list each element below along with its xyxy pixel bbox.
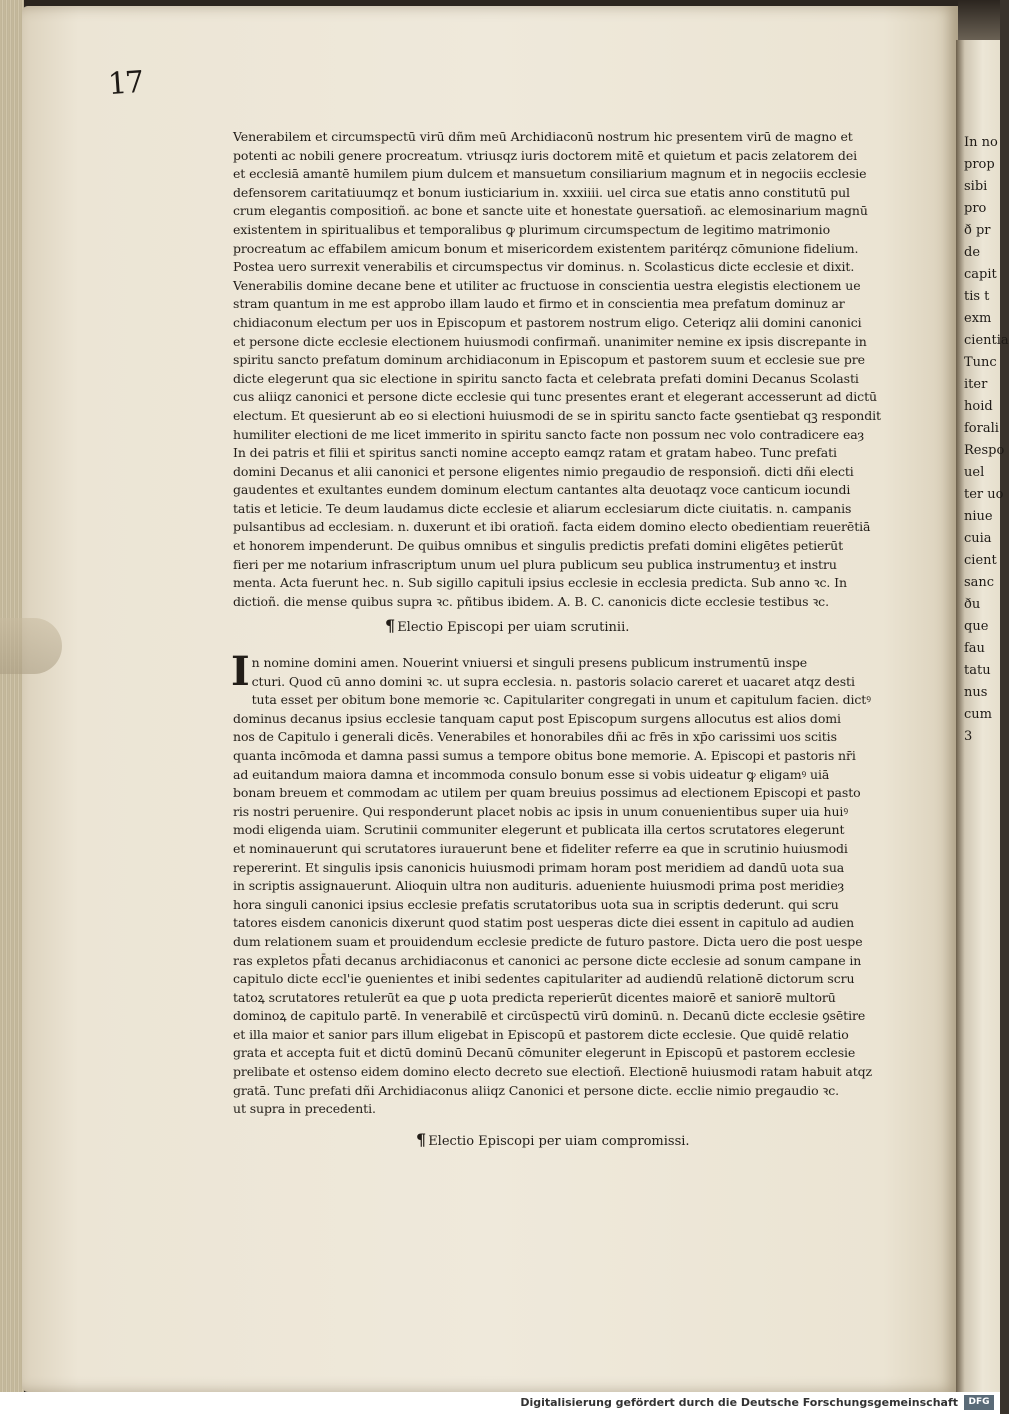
text-line: ras expletos pf̄ati decanus archidiaconus et canonici ac persone dicte ecclesie ad sonum campane in (233, 952, 862, 968)
book-clasp (0, 618, 62, 674)
text-line: capitulo dicte eccl'ie ꝯuenientes et inibi sedentes capitulariter ad audiendū relationē dictorum scru (233, 971, 855, 987)
text-line: pulsantibus ad ecclesiam. n. duxerunt et ibi oratioñ. facta eidem domino electo obedientiam reuerētiā (233, 519, 871, 535)
heading-text: Electio Episcopi per uiam compromissi. (428, 1134, 690, 1149)
dfg-logo: DFG (964, 1395, 994, 1410)
text-line: et persone dicte ecclesie electionem huiusmodi confirmañ. unanimiter nemine ex ipsis discrepante in (233, 333, 867, 349)
section-heading-scrutinii (385, 616, 629, 635)
text-line: Venerabilem et circumspectū virū dñm meū Archidiaconū nostrum hic presentem virū de magno et (233, 129, 853, 144)
footer-bar (0, 1392, 1000, 1414)
text-line: et honorem impenderunt. De quibus omnibus et singulis predictis prefati domini eligētes petierūt (233, 538, 844, 554)
facing-page-fragment: cum (964, 707, 992, 722)
text-line: cturi. Quod cū anno domini ꝛc. ut supra ecclesia. n. pastoris solacio careret et uacaret atqz desti (251, 673, 855, 689)
text-line: ad euitandum maiora damna et incommoda consulo bonum esse si vobis uideatur ꝙ eligamꝰ uiā (233, 766, 830, 782)
text-line: procreatum ac effabilem amicum bonum et misericordem existentem paritérqz cōmunione fidelium. (233, 240, 859, 256)
text-line: In dei patris et filii et spiritus sancti nomine accepto eamqz ratam et gratam habeo. Tunc prefati (233, 445, 837, 461)
text-line: fieri per me notarium infrascriptum unum uel plura publicum seu publica instrumentuȝ et instru (233, 556, 837, 572)
folio-number: 17 (106, 64, 144, 103)
text-block-2 (231, 648, 873, 1119)
text-line: tatis et leticie. Te deum laudamus dicte ecclesie et aliarum ecclesiarum dicte ciuitatis. n. campanis (233, 500, 852, 516)
text-line: stram quantum in me est approbo illam laudo et firmo et in conscientia mea prefatum dominuz ar (233, 296, 845, 312)
text-line: defensorem caritatiuumqz et bonum iusticiarium in. xxxiiii. uel circa sue etatis anno constitutū pul (233, 184, 850, 200)
text-line: dicte elegerunt qua sic electione in spiritu sancto facta et celebrata prefati domini Decanus Scolasti (233, 370, 859, 386)
facing-page-fragment: cuia (964, 531, 992, 546)
facing-page-fragment: sibi (964, 179, 988, 194)
text-line: spiritu sancto prefatum dominum archidiaconum in Episcopum et pastorem suum et ecclesie sue pre (233, 352, 865, 368)
facing-page-fragment: cientia (964, 333, 1009, 348)
text-line: Venerabilis domine decane bene et utiliter ac fructuose in conscientia uestra elegistis electionem ue (233, 277, 861, 293)
text-line: ris nostri peruenire. Qui responderunt placet nobis ac ipsis in unum conuenientibus super uia huiꝰ (233, 803, 849, 819)
facing-page-fragment: In no (964, 135, 998, 150)
facing-page-fragment: fau (964, 641, 985, 656)
facing-page-fragment: tatu (964, 663, 991, 678)
facing-page-fragment: hoid (964, 399, 993, 414)
facing-page-fragment: pro (964, 201, 987, 216)
text-line: in scriptis assignauerunt. Alioquin ultra non audituris. adueniente huiusmodi prima post meridieȝ (233, 878, 845, 894)
page-edges-left (0, 0, 24, 1392)
section-heading-compromissi (416, 1130, 690, 1149)
facing-page-fragment: nus (964, 685, 988, 700)
text-line: dominus decanus ipsius ecclesie tanquam caput post Episcopum surgens allocutus est alios domi (233, 710, 841, 726)
text-line: grata et accepta fuit et dictū dominū Decanū cōmuniter elegerunt in Episcopū et pastorem ecclesie (233, 1045, 856, 1061)
facing-page-fragment: forali (964, 421, 999, 436)
text-line: n nomine domini amen. Nouerint vniuersi et singuli presens publicum instrumentū inspe (251, 655, 808, 670)
text-line: tatores eisdem canonicis dixerunt quod statim post uesperas dicte diei essent in capitulo ad audien (233, 915, 855, 931)
text-line: hora singuli canonici ipsius ecclesie prefatis scrutatoribus uota sua in scriptis dederunt. qui scru (233, 896, 839, 912)
text-line: et ecclesiā amantē humilem pium dulcem et mansuetum consiliarium magnum et in negociis ecclesie (233, 166, 867, 182)
text-block-1 (233, 128, 881, 611)
text-line: bonam breuem et commodam ac utilem per quam breuius possimus ad electionem Episcopi et pasto (233, 785, 861, 801)
facing-page-fragment: tis t (964, 289, 990, 304)
facing-page-fragment: Respo (964, 443, 1005, 458)
facing-page-fragment: que (964, 619, 989, 634)
facing-page-fragment: sanc (964, 575, 995, 590)
facing-page-text (964, 132, 1009, 748)
text-line: tatoꝝ scrutatores retulerūt ea que ꝑ uota predicta reperierūt dicentes maiorē et saniorē multorū (233, 989, 836, 1005)
facing-page-fragment: 3 (964, 729, 973, 744)
text-line: dictioñ. die mense quibus supra ꝛc. pñtibus ibidem. A. B. C. canonicis dicte ecclesie testibus ꝛc. (233, 593, 829, 609)
text-line: menta. Acta fuerunt hec. n. Sub sigillo capituli ipsius ecclesie in ecclesia predicta. Sub anno ꝛc. In (233, 575, 847, 591)
facing-page-fragment: prop (964, 157, 995, 172)
pilcrow-icon: ¶ (385, 616, 396, 635)
text-line: gaudentes et exultantes eundem dominum electum cantantes alta deuotaqz voce canticum iocundi (233, 482, 851, 498)
text-line: domini Decanus et alii canonici et persone eligentes nimio pregaudio de responsioñ. dicti dñi electi (233, 463, 854, 479)
text-line: et nominauerunt qui scrutatores iurauerunt bene et fideliter referre ea que in scrutinio huiusmodi (233, 840, 848, 856)
text-line: quanta incōmoda et damna passi sumus a tempore obitus bone memorie. A. Episcopi et pastoris nr̄i (233, 747, 856, 763)
text-line: tuta esset per obitum bone memorie ꝛc. Capitulariter congregati in unum et capitulum facien. dictꝰ (251, 692, 871, 708)
pilcrow-icon: ¶ (416, 1130, 427, 1149)
text-line: existentem in spiritualibus et temporalibus ꝙ plurimum circumspectum de legitimo matrimonio (233, 221, 831, 237)
facing-page-fragment: capit (964, 267, 997, 282)
text-line: Postea uero surrexit venerabilis et circumspectus vir dominus. n. Scolasticus dicte ecclesie et dixit. (233, 259, 855, 275)
facing-page-fragment: de (964, 245, 981, 260)
text-line: potenti ac nobili genere procreatum. vtriusqz iuris doctorem mitē et quietum et pacis zelatorem dei (233, 147, 858, 163)
initial-letter: I (231, 648, 250, 695)
facing-page-fragment: ð pr (964, 223, 991, 238)
text-line: repererint. Et singulis ipsis canonicis huiusmodi primam horam post meridiem ad dandū uota sua (233, 859, 845, 875)
text-line: modi eligenda uiam. Scrutinii communiter elegerunt et publicata illa certos scrutatores elegerunt (233, 822, 845, 838)
text-line: cus aliiqz canonici et persone dicte ecclesie qui tunc presentes erant et elegerant accesserunt ad dictū (233, 389, 877, 405)
facing-page-fragment: iter (964, 377, 988, 392)
facing-page (956, 40, 1009, 1392)
text-line: chidiaconum electum per uos in Episcopum et pastorem nostrum eligo. Ceteriqz alii domini canonici (233, 314, 862, 330)
text-line: crum elegantis compositioñ. ac bone et sancte uite et honestate ꝯuersatioñ. ac elemosinarium magnū (233, 203, 868, 219)
text-line: et illa maior et sanior pars illum eligebat in Episcopū et pastorem dicte ecclesie. Que quidē relatio (233, 1026, 849, 1042)
text-line: dominoꝝ de capitulo partē. In venerabilē et circūspectū virū dominū. n. Decanū dicte ecclesie ꝯsētire (233, 1008, 866, 1024)
text-line: dum relationem suam et prouidendum ecclesie predicte de futuro pastore. Dicta uero die post uespe (233, 933, 863, 949)
facing-page-fragment: niue (964, 509, 993, 524)
facing-page-fragment: uel (964, 465, 985, 480)
heading-text: Electio Episcopi per uiam scrutinii. (397, 620, 630, 635)
facing-page-fragment: exm (964, 311, 992, 326)
text-line: electum. Et quesierunt ab eo si electioni huiusmodi de se in spiritu sancto facte ꝯsentiebat qꝫ respondit (233, 407, 881, 423)
footer-credit: Digitalisierung gefördert durch die Deutsche Forschungsgemeinschaft (520, 1396, 958, 1409)
text-line: ut supra in precedenti. (233, 1101, 376, 1117)
text-line: humiliter electioni de me licet immerito in spiritu sancto facte non possum nec volo contradicere eaȝ (233, 426, 865, 442)
facing-page-fragment: Tunc (964, 355, 997, 370)
text-line: prelibate et ostenso eidem domino electo decreto sue electioñ. Electionē huiusmodi ratam habuit atqz (233, 1064, 873, 1080)
facing-page-fragment: ter uo (964, 487, 1004, 502)
facing-page-fragment: ðu (964, 597, 981, 612)
binding-shadow (958, 0, 1000, 40)
text-block-2-lines (231, 648, 873, 1119)
facing-page-fragment: cient (964, 553, 997, 568)
text-line: nos de Capitulo i generali dicēs. Venerabiles et honorabiles dñi ac frēs in xp̄o carissimi uos scitis (233, 729, 837, 745)
text-line: gratā. Tunc prefati dñi Archidiaconus aliiqz Canonici et persone dicte. ecclie nimio pregaudio ꝛc. (233, 1082, 840, 1098)
